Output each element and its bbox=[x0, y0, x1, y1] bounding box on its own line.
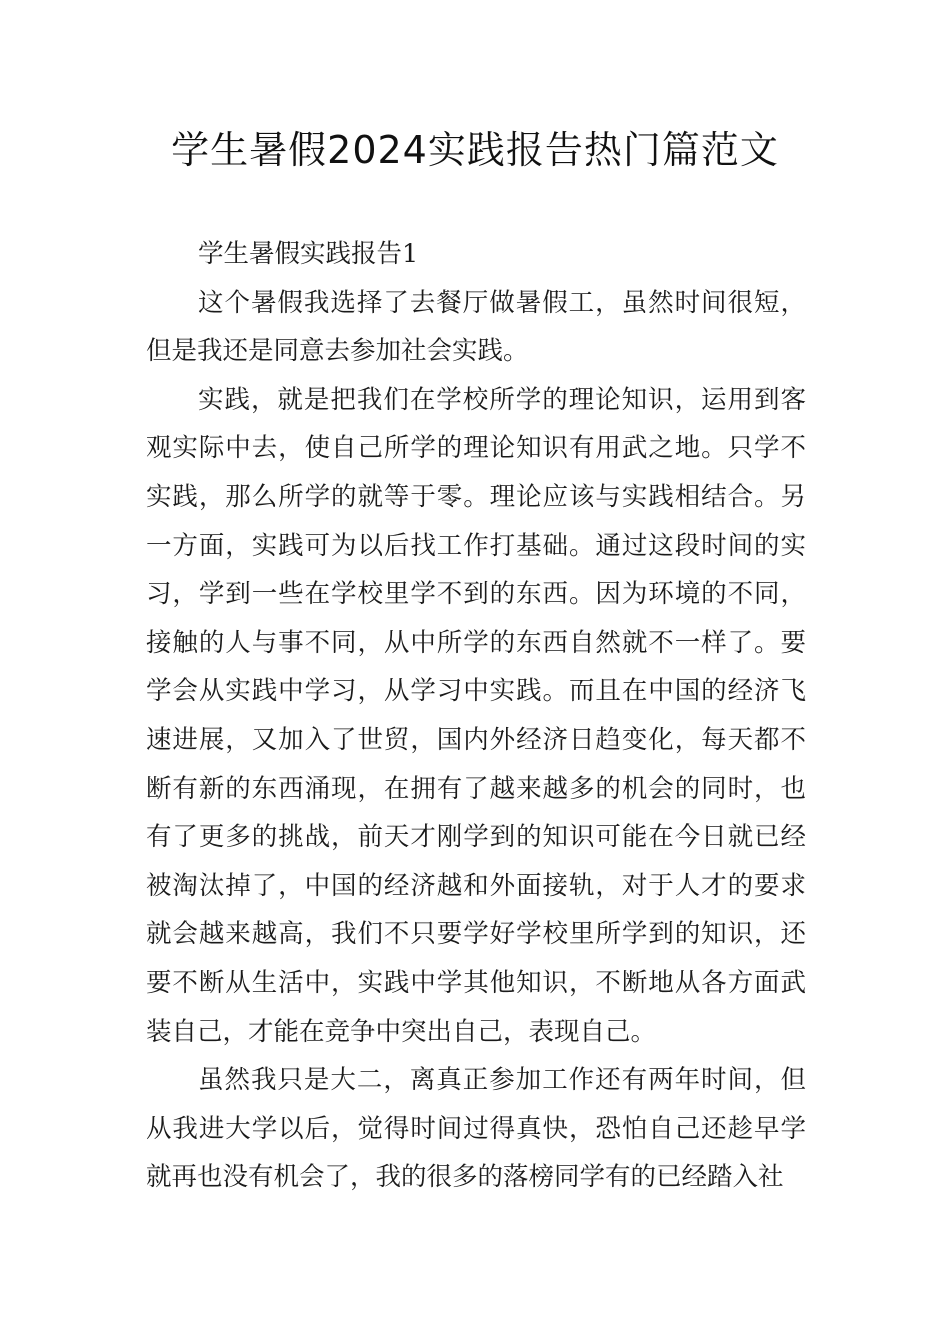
section-heading: 学生暑假实践报告1 bbox=[198, 239, 419, 269]
page-title: 学生暑假2024实践报告热门篇范文 bbox=[171, 128, 779, 172]
paragraph-2: 实践，就是把我们在学校所学的理论知识，运用到客观实际中去，使自己所学的理论知识有用武之地。只学不实践，那么所学的就等于零。理论应该与实践相结合。另一方面，实践可为以后找工作打基础。通过这段时间的实习，学到一些在学校里学不到的东西。因为环境的不同，接触的人与事不同，从中所学的东西自然就不一样了。要学会从实践中学习，从学习中实践。而且在中国的经济飞速进展，又加入了世贸，国内外经济日趋变化，每天都不断有新的东西涌现，在拥有了越来越多的机会的同时，也有了更多的挑战，前天才刚学到的知识可能在今日就已经被淘汰掉了，中国的经济越和外面接轨，对于人才的要求就会越来越高，我们不只要学好学校里所学到的知识，还要不断从生活中，实践中学其他知识，不断地从各方面武装自己，才能在竞争中突出自己，表现自己。 bbox=[146, 384, 806, 1047]
document-body bbox=[146, 230, 806, 1202]
paragraph-3: 虽然我只是大二，离真正参加工作还有两年时间，但从我进大学以后，觉得时间过得真快，恐怕自己还趁早学就再也没有机会了，我的很多的落榜同学有的已经踏入社 bbox=[146, 1065, 806, 1193]
paragraph-1: 这个暑假我选择了去餐厅做暑假工，虽然时间很短，但是我还是同意去参加社会实践。 bbox=[146, 287, 806, 367]
